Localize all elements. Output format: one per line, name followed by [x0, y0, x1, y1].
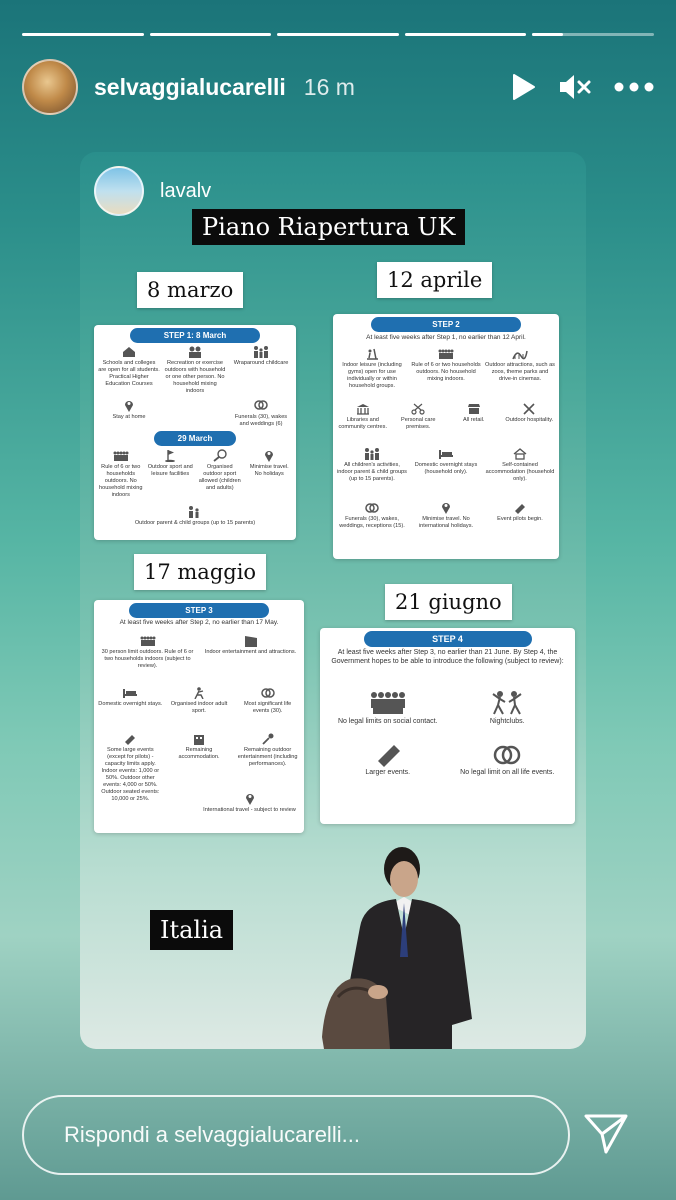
step1-panel	[94, 325, 296, 540]
cottage-icon	[512, 447, 528, 460]
list-item: Schools and colleges are open for all students. Practical Higher Education Courses	[98, 345, 160, 395]
list-item: Indoor entertainment and attractions.	[201, 634, 300, 670]
list-item: Stay at home	[98, 399, 160, 428]
list-item: Event pilots begin.	[485, 501, 555, 530]
progress-segment	[277, 33, 399, 36]
sport-player-icon	[191, 686, 207, 699]
people-icon	[187, 345, 203, 358]
send-paper-plane-icon[interactable]	[584, 1112, 628, 1154]
list-item: Some large events (except for pilots) - capacity limits apply. Indoor events: 1,000 or 50%. Outdoor other events: 4,000 or 50%. Outdoor seated events: 10,000 or 25%.	[98, 732, 163, 803]
list-item: Outdoor sport and leisure facilities	[148, 449, 194, 499]
list-item: Remaining accommodation.	[167, 732, 232, 803]
scissors-icon	[410, 402, 426, 415]
step4-panel	[320, 628, 575, 824]
shared-post-card[interactable]	[80, 152, 586, 1049]
list-item: Indoor leisure (including gyms) open for use individually or within household groups.	[337, 347, 407, 390]
username[interactable]: selvaggialucarelli	[94, 73, 286, 100]
list-item: No legal limits on social contact.	[330, 690, 446, 727]
tennis-racket-icon	[212, 449, 228, 462]
cutlery-icon	[521, 402, 537, 415]
step3-pill: STEP 3	[129, 603, 269, 618]
location-pin-icon	[121, 399, 137, 412]
list-item: Self-contained accommodation (household only).	[485, 447, 555, 483]
progress-segment	[22, 33, 144, 36]
step4-pill: STEP 4	[364, 631, 532, 647]
bed-icon	[122, 686, 138, 699]
post-username[interactable]: lavalv	[160, 180, 212, 202]
family-icon	[253, 345, 269, 358]
play-icon[interactable]	[510, 73, 536, 101]
list-item: Minimise travel. No holidays	[247, 449, 293, 499]
family-icon	[364, 447, 380, 460]
step3-items-b	[98, 686, 300, 715]
step2-items-d	[337, 501, 555, 530]
list-item: 30 person limit outdoors. Rule of 6 or two households indoors (subject to review).	[98, 634, 197, 670]
location-pin-icon	[242, 792, 258, 805]
post-avatar[interactable]	[94, 166, 144, 216]
list-item: Organised outdoor sport allowed (children and adults)	[197, 449, 243, 499]
list-item: Personal care premises.	[393, 402, 445, 431]
step2-items-c	[337, 447, 555, 483]
post-time: 16 m	[303, 73, 355, 100]
wedding-rings-icon	[260, 686, 276, 699]
ticket-icon	[370, 741, 406, 767]
roller-coaster-icon	[512, 347, 528, 360]
step4-note: At least five weeks after Step 3, no earlier than 21 June. By Step 4, the Government hopes to be able to introduce the following (subject to review):	[331, 649, 564, 666]
progress-fill	[532, 33, 562, 36]
dancers-icon	[489, 690, 525, 716]
wedding-rings-icon	[364, 501, 380, 514]
caption: Italia	[150, 910, 233, 950]
avatar[interactable]	[22, 59, 78, 115]
group-of-six-icon	[438, 347, 454, 360]
man-in-suit-figure	[320, 847, 480, 1049]
step1-items	[98, 345, 292, 428]
treadmill-icon	[364, 347, 380, 360]
bed-icon	[438, 447, 454, 460]
post-title: Piano Riapertura UK	[192, 209, 465, 245]
shop-icon	[466, 402, 482, 415]
step2-pill: STEP 2	[371, 317, 521, 332]
list-item: Funerals (30), wakes and weddings (6)	[230, 399, 292, 428]
microphone-icon	[260, 732, 276, 745]
group-icon	[370, 690, 406, 716]
story-header	[22, 58, 654, 116]
step3-note: At least five weeks after Step 2, no earlier than 17 May.	[119, 619, 279, 626]
step1b-pill: 29 March	[154, 431, 236, 446]
list-item: All retail.	[448, 402, 500, 431]
list-item: Outdoor hospitality.	[504, 402, 556, 431]
date-step4: 21 giugno	[385, 584, 512, 620]
reply-input[interactable]	[22, 1095, 570, 1175]
date-step3: 17 maggio	[134, 554, 266, 590]
more-dots-icon[interactable]	[614, 82, 654, 92]
step2-items-b	[337, 402, 555, 431]
progress-segment	[405, 33, 527, 36]
step2-note: At least five weeks after Step 1, no earlier than 12 April.	[366, 334, 526, 341]
group-icon	[140, 634, 156, 647]
step1b-items	[98, 449, 292, 499]
location-pin-icon	[438, 501, 454, 514]
list-item: Outdoor parent & child groups (up to 15 parents)	[94, 505, 296, 527]
reply-placeholder: Rispondi a selvaggialucarelli...	[64, 1122, 360, 1147]
step2-panel	[333, 314, 559, 559]
list-item: International travel - subject to review	[199, 792, 300, 814]
step1-pill: STEP 1: 8 March	[130, 328, 260, 343]
muted-speaker-icon[interactable]	[558, 73, 592, 101]
ticket-icon	[122, 732, 138, 745]
parent-child-icon	[187, 505, 203, 518]
list-item: All children's activities, indoor parent & child groups (up to 15 parents).	[337, 447, 407, 483]
list-item: Minimise travel. No international holidays.	[411, 501, 481, 530]
list-item: Wraparound childcare	[230, 345, 292, 395]
ticket-icon	[512, 501, 528, 514]
date-step2: 12 aprile	[377, 262, 492, 298]
step3-items-a	[98, 634, 300, 670]
step4-items	[330, 690, 565, 778]
golf-icon	[162, 449, 178, 462]
list-item: No legal limit on all life events.	[450, 741, 566, 778]
list-item: Domestic overnight stays.	[98, 686, 163, 715]
list-item: Remaining outdoor entertainment (including performances).	[235, 732, 300, 803]
list-item: Rule of 6 or two households outdoors. No household mixing indoors.	[411, 347, 481, 390]
step3-panel	[94, 600, 304, 833]
list-item: Domestic overnight stays (household only).	[411, 447, 481, 483]
progress-segment-active	[532, 33, 654, 36]
list-item: Larger events.	[330, 741, 446, 778]
list-item: Nightclubs.	[450, 690, 566, 727]
list-item: Libraries and community centres.	[337, 402, 389, 431]
clapperboard-icon	[243, 634, 259, 647]
step2-items-a	[337, 347, 555, 390]
list-item: Funerals (30), wakes, weddings, receptions (15).	[337, 501, 407, 530]
group-of-six-icon	[113, 449, 129, 462]
school-icon	[121, 345, 137, 358]
list-item: Organised indoor adult sport.	[167, 686, 232, 715]
list-item: Rule of 6 or two households outdoors. No household mixing indoors	[98, 449, 144, 499]
list-item: Outdoor attractions, such as zoos, theme parks and drive-in cinemas.	[485, 347, 555, 390]
location-pin-icon	[261, 449, 277, 462]
list-item	[164, 399, 226, 428]
list-item: Recreation or exercise outdoors with household or one other person. No household mixing indoors	[164, 345, 226, 395]
list-item: Most significant life events (30).	[235, 686, 300, 715]
wedding-rings-icon	[253, 399, 269, 412]
library-icon	[355, 402, 371, 415]
progress-segment	[150, 33, 272, 36]
wedding-rings-icon	[489, 741, 525, 767]
hotel-icon	[191, 732, 207, 745]
date-step1: 8 marzo	[137, 272, 243, 308]
story-progress	[22, 33, 654, 36]
